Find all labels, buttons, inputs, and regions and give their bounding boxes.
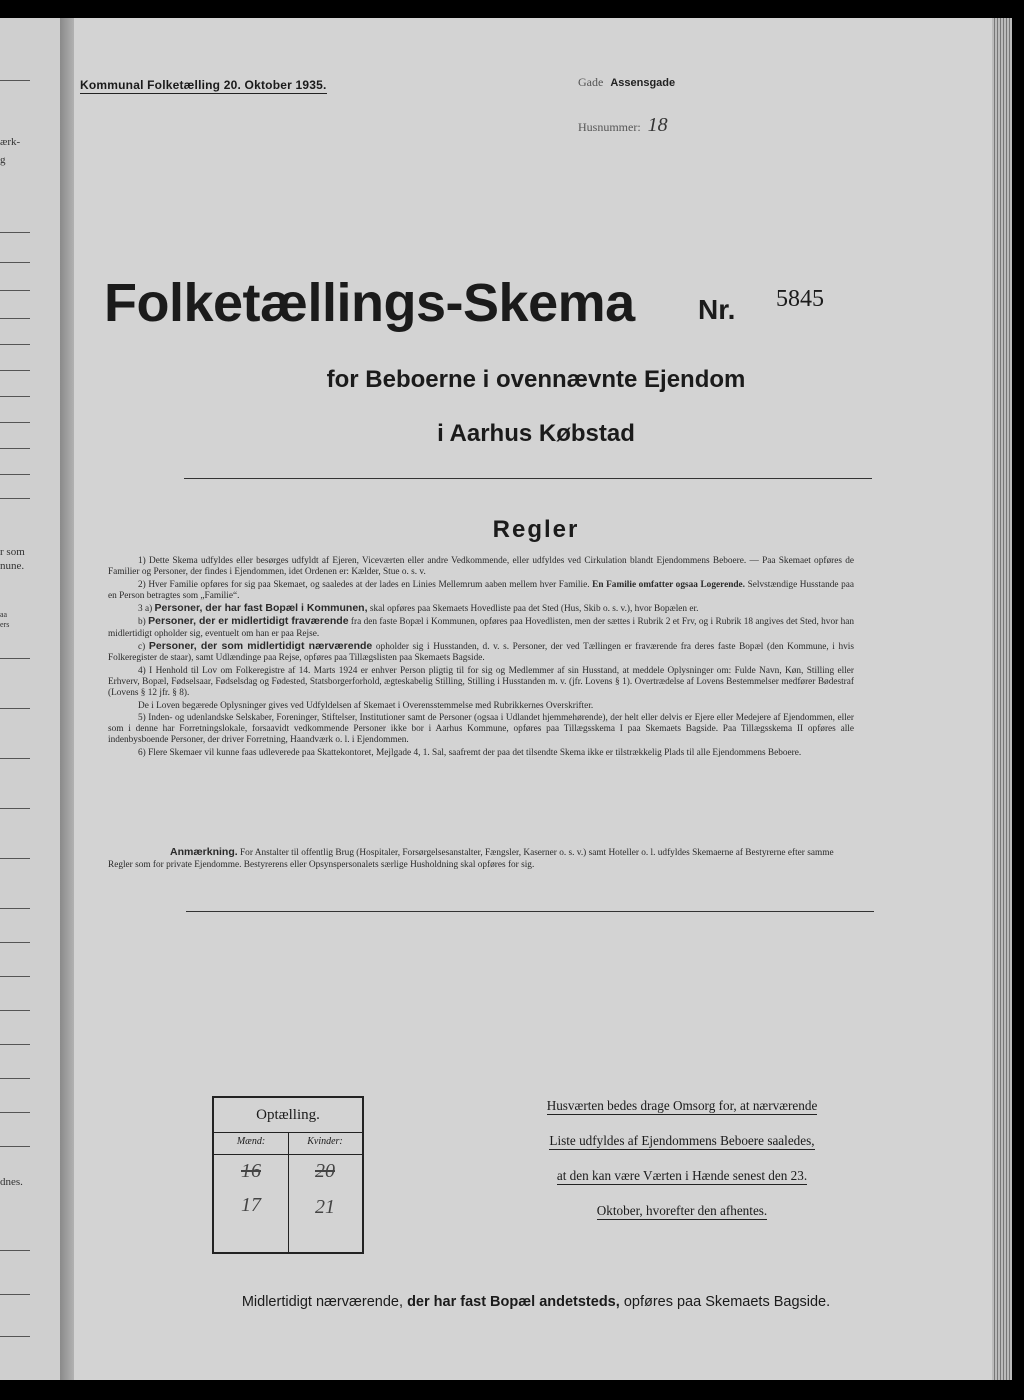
house-number-field: [578, 114, 668, 137]
landlord-note: [512, 1098, 852, 1238]
rule-paragraph: [108, 603, 854, 615]
note-line: [512, 1168, 852, 1184]
note-line: [512, 1098, 852, 1114]
ruled-line: [0, 808, 30, 809]
form-title: Folketællings-Skema: [104, 273, 635, 333]
street-field: [578, 75, 675, 90]
ruled-line: [0, 370, 30, 371]
ruled-line: [0, 708, 30, 709]
women-column-label: Kvinder:: [307, 1136, 343, 1147]
rule-paragraph: [108, 641, 854, 665]
remark-label: Anmærkning.: [170, 846, 238, 858]
text-fragment: r som: [0, 546, 25, 558]
street-value: Assensgade: [610, 77, 676, 89]
footer-text: opføres paa Skemaets Bagside.: [623, 1294, 831, 1310]
divider: [184, 478, 872, 479]
divider: [186, 911, 874, 912]
note-line-text: Oktober, hvorefter den afhentes.: [596, 1203, 768, 1218]
ruled-line: [0, 232, 30, 233]
ruled-line: [0, 1044, 30, 1045]
rule-emphasis: Personer, der som midlertidigt nærværende: [148, 640, 373, 653]
rules-heading: Regler: [492, 516, 580, 543]
rule-paragraph: [108, 616, 854, 640]
text-fragment: aa: [0, 610, 8, 619]
rule-text: skal opføres paa Skemaets Hovedliste paa det Sted (Hus, Skib o. s. v.), hvor Bopælen er.: [369, 604, 699, 615]
rule-text: Selvstændige Husstande paa en Person betragtes som „Familie“.: [108, 579, 855, 601]
men-count-crossed: 16: [241, 1160, 261, 1182]
page-stack-edge: [992, 18, 1012, 1380]
ruled-line: [0, 1078, 30, 1079]
remark-paragraph: [108, 846, 854, 871]
count-box: [212, 1096, 364, 1254]
text-fragment: dnes.: [0, 1176, 23, 1188]
ruled-line: [0, 498, 30, 499]
rule-emphasis: Personer, der har fast Bopæl i Kommunen,: [154, 602, 368, 615]
ruled-line: [0, 1336, 30, 1337]
rule-number: b): [138, 617, 146, 628]
text-fragment: ærk-: [0, 136, 21, 148]
form-number: 5845: [776, 286, 824, 312]
rule-text: 2) Hver Familie opføres for sig paa Skemaet, og saaledes at der lades en Linies Mellemrum aaben mellem hver Familie.: [138, 579, 590, 590]
footer-note: [74, 1294, 998, 1310]
ruled-line: [0, 344, 30, 345]
text-fragment: nune.: [0, 560, 25, 572]
rule-text: fra den faste Bopæl i Kommunen, opføres paa Hovedlisten, men der sættes i Rubrik 2 et Frv, og i Rubrik 18 angives det Sted, hvor han midlertidigt opholder sig, eventuelt om han er paa Rejse.: [108, 617, 854, 639]
note-line-text: at den kan være Værten i Hænde senest den 23.: [556, 1168, 808, 1183]
ruled-line: [0, 1112, 30, 1113]
rule-paragraph: 6) Flere Skemaer vil kunne faas udleverede paa Skattekontoret, Mejlgade 4, 1. Sal, saafremt der paa det tilsendte Skema ikke er tilstrækkelig Plads til alle Ejendommens Beboere.: [138, 747, 802, 758]
ruled-line: [0, 262, 30, 263]
rule-number: 3 a): [138, 604, 153, 615]
rule-emphasis: En Familie omfatter ogsaa Logerende.: [592, 579, 745, 590]
ruled-line: [0, 474, 30, 475]
women-count-crossed: 20: [315, 1160, 335, 1182]
count-box-title: Optælling.: [214, 1098, 362, 1133]
house-number-value: 18: [647, 114, 668, 136]
rule-paragraph: 4) I Henhold til Lov om Folkeregistre af 14. Marts 1924 er enhver Person pligtig til for sig og Medlemmer af sin Husstand, at meddele Oplysninger om: Fulde Navn, Køn, Stilling eller Erhverv, Bopæl, Fødselsaar, Fødselsdag og Fødested, Statsborgerforhold, ægteskabelig Stilling, Stilling i Husstanden m. v. (jfr. Lovens § 1). Overtrædelse af Lovens Bestemmelser medfører Bødestraf (Lovens § 12 jfr. § 8).: [108, 665, 854, 699]
men-column-label: Mænd:: [236, 1136, 266, 1147]
ruled-line: [0, 858, 30, 859]
women-count: 21: [315, 1196, 335, 1218]
rule-text: opholder sig i Husstanden, d. v. s. Personer, der ved Tællingen er fraværende fra deres faste Bopæl (den Kommune, i hvis Folkeregister de staar), samt Udlændinge paa Rejse, opføres paa Tillægslisten paa Skemaets Bagside.: [108, 642, 855, 664]
note-line-text: Husværten bedes drage Omsorg for, at nærværende: [546, 1098, 818, 1113]
ruled-line: [0, 658, 30, 659]
ruled-line: [0, 1294, 30, 1295]
ruled-line: [0, 1250, 30, 1251]
census-header-label: Kommunal Folketælling 20. Oktober 1935.: [80, 78, 327, 92]
note-line-text: Liste udfyldes af Ejendommens Beboere saaledes,: [549, 1133, 815, 1148]
note-line: [512, 1133, 852, 1149]
footer-emphasis: der har fast Bopæl andetsteds,: [407, 1294, 620, 1310]
house-number-label: Husnummer:: [578, 120, 641, 134]
ruled-line: [0, 290, 30, 291]
text-fragment: g: [0, 154, 6, 166]
text-fragment: ers: [0, 620, 10, 629]
note-line: [512, 1203, 852, 1219]
form-subtitle: for Beboerne i ovennævnte Ejendom: [326, 366, 746, 393]
ruled-line: [0, 908, 30, 909]
previous-page-edge: [0, 18, 60, 1380]
men-count: 17: [241, 1194, 261, 1216]
rule-emphasis: Personer, der er midlertidigt fraværende: [148, 615, 349, 628]
ruled-line: [0, 1146, 30, 1147]
count-box-divider: [288, 1132, 289, 1252]
ruled-line: [0, 976, 30, 977]
rule-paragraph: 1) Dette Skema udfyldes eller besørges udfyldt af Ejeren, Viceværten eller andre Vedkommende, eller udfyldes ved Cirkulation blandt Ejendommens Beboere. — Paa Skemaet opføres de Familier og Personer, der findes i Ejendommen, idet Ordenen er: Kælder, Stue o. s. v.: [108, 556, 854, 578]
count-box-divider: [214, 1154, 362, 1155]
ruled-line: [0, 422, 30, 423]
street-label: Gade: [578, 75, 604, 89]
remark-text: For Anstalter til offentlig Brug (Hospitaler, Forsørgelsesanstalter, Fængsler, Kaserner o. s. v.) samt Hoteller o. l. udfyldes Skemaerne af Bestyrerne efter samme Regler som for private Ejendomme. Bestyrerens eller Opsynspersonalets særlige Husholdning skal opføres for sig.: [108, 848, 834, 870]
rule-paragraph: 5) Inden- og udenlandske Selskaber, Foreninger, Stiftelser, Institutioner samt de Personer (ogsaa i Udlandet hjemmehørende), der helt eller delvis er Ejere eller Medejere af Ejendommen, eller som i denne har Forretningslokale, forsaavidt vedkommende Personer ikke bor i Aarhus Kommune, opføres paa Tillægsskema I paa Skemaets Bagside. Paa Tillægsskema II opføres alle indenbysboende Personer, der driver Forretning, Haandværk o. l. i Ejendommen.: [108, 712, 854, 746]
rule-paragraph: [108, 580, 854, 603]
footer-text: Midlertidigt nærværende,: [241, 1294, 404, 1310]
ruled-line: [0, 1010, 30, 1011]
rules-text: [108, 556, 854, 760]
rule-number: c): [138, 642, 146, 653]
ruled-line: [0, 80, 30, 81]
ruled-line: [0, 942, 30, 943]
ruled-line: [0, 318, 30, 319]
ruled-line: [0, 758, 30, 759]
form-number-label: Nr.: [698, 294, 736, 325]
rule-paragraph: De i Loven begærede Oplysninger gives ved Udfyldelsen af Skemaet i Overensstemmelse med Rubrikkernes Overskrifter.: [138, 700, 594, 711]
form-subtitle-city: i Aarhus Købstad: [437, 420, 635, 447]
ruled-line: [0, 448, 30, 449]
ruled-line: [0, 396, 30, 397]
